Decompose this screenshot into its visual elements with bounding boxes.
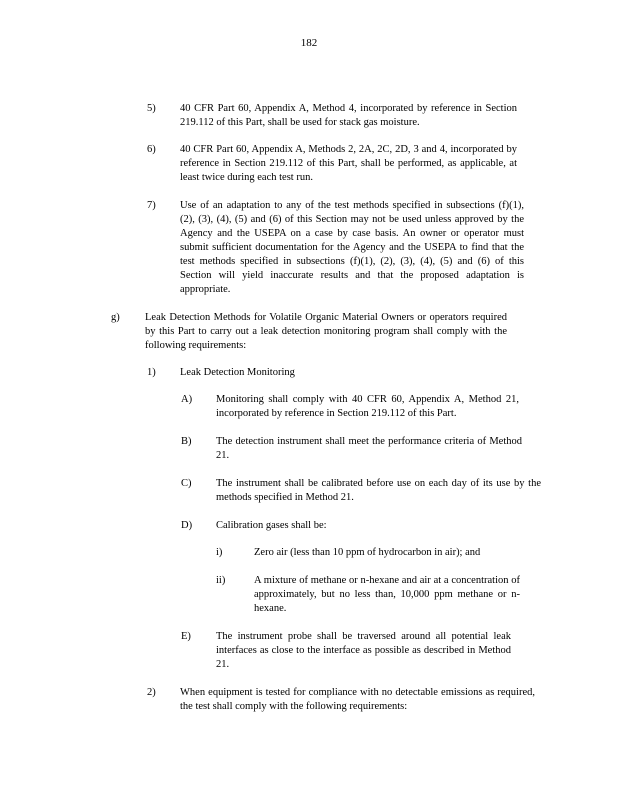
- item-label: C): [181, 478, 192, 489]
- item-text: Calibration gases shall be:: [216, 520, 327, 531]
- item-heading: Leak Detection Monitoring: [180, 367, 295, 378]
- page-number: 182: [300, 37, 318, 49]
- item-label: g): [111, 312, 120, 323]
- item-label: D): [181, 520, 193, 531]
- item-label: 7): [147, 200, 156, 211]
- item-text: Leak Detection Methods for Volatile Organic Material Owners or operators required by this Part to carry out a leak detection monitoring program shall comply with the following requirements:: [145, 312, 507, 351]
- item-text: 40 CFR Part 60, Appendix A, Methods 2, 2A, 2C, 2D, 3 and 4, incorporated by reference in Section 219.112 of this Part, shall be performed, as applicable, at least twice during each test run.: [180, 144, 517, 183]
- item-text: Use of an adaptation to any of the test methods specified in subsections (f)(1), (2), (3), (4), (5) and (6) of this Section may not be used unless approved by the Agency and the USEPA on a case by case basis. An owner or operator must submit sufficient documentation for the Agency and the USEPA to find that the test methods specified in subsections (f)(1), (2), (3), (4), (5) and (6) of this Section will yield inaccurate results and that the proposed adaptation is appropriate.: [180, 200, 524, 295]
- item-text: The detection instrument shall meet the performance criteria of Method 21.: [216, 436, 522, 461]
- item-label: 6): [147, 144, 156, 155]
- item-text: A mixture of methane or n-hexane and air at a concentration of approximately, but no less than, 10,000 ppm methane or n-hexane.: [254, 575, 520, 614]
- item-text: When equipment is tested for compliance with no detectable emissions as required, the test shall comply with the following requirements:: [180, 687, 535, 712]
- item-text: The instrument shall be calibrated before use on each day of its use by the methods specified in Method 21.: [216, 478, 541, 503]
- item-text: Zero air (less than 10 ppm of hydrocarbon in air); and: [254, 547, 481, 558]
- item-label: B): [181, 436, 192, 447]
- item-label: 2): [147, 687, 156, 698]
- item-label: E): [181, 631, 191, 642]
- item-label: i): [216, 547, 223, 558]
- item-text: 40 CFR Part 60, Appendix A, Method 4, incorporated by reference in Section 219.112 of this Part, shall be used for stack gas moisture.: [180, 103, 517, 128]
- item-label: A): [181, 394, 193, 405]
- item-text: Monitoring shall comply with 40 CFR 60, Appendix A, Method 21, incorporated by reference in Section 219.112 of this Part.: [216, 394, 519, 419]
- item-label: 1): [147, 367, 156, 378]
- item-label: 5): [147, 103, 156, 114]
- item-label: ii): [216, 575, 226, 586]
- item-text: The instrument probe shall be traversed around all potential leak interfaces as close to the interface as possible as described in Method 21.: [216, 631, 511, 670]
